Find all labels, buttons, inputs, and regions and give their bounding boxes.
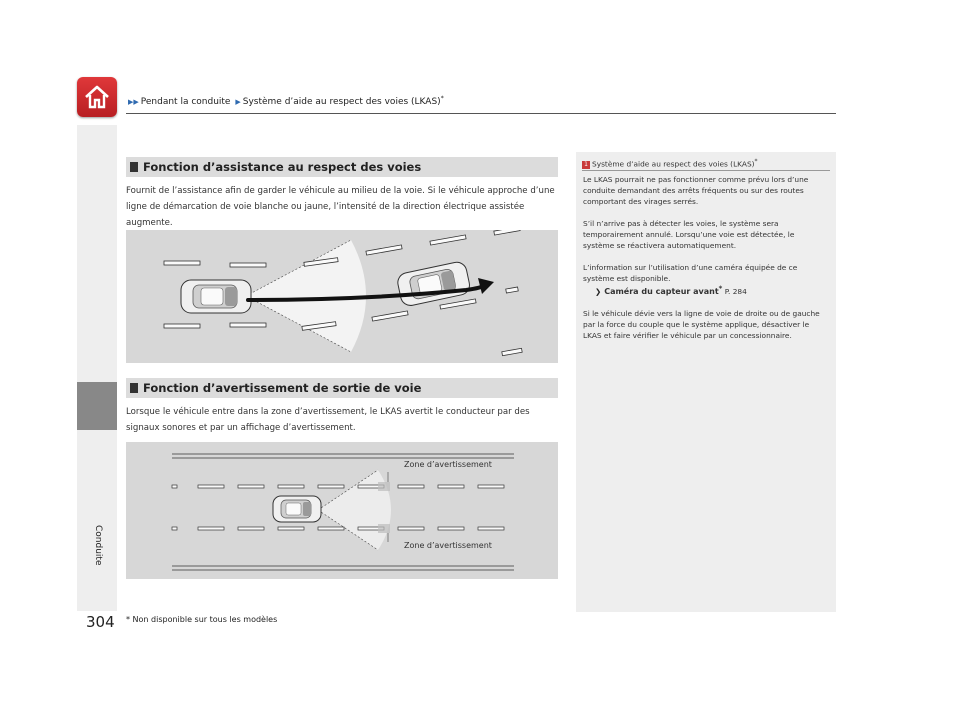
car-1 [181,280,251,313]
note-number-icon: 1 [582,161,590,169]
zone-label-top: Zone d’avertissement [404,460,492,469]
side-tab-marker [77,382,117,430]
home-button[interactable] [77,77,117,117]
section-2-heading [126,378,558,398]
lane-keeping-illustration [126,230,558,363]
note-title [582,158,758,169]
note-title-text: Système d’aide au respect des voies (LKAS) [592,159,755,169]
figure-lane-departure [126,442,558,579]
section-marker-icon [130,162,138,172]
note-title-star: * [754,158,758,165]
note-paragraph-2: S’il n’arrive pas à détecter les voies, le système sera temporairement annulé. Lorsqu’une voie est détectée, le système se réactivera automatiquement. [583,219,795,250]
breadcrumb [126,95,444,107]
note-panel [576,152,836,612]
camera-reference-page: P. 284 [724,287,747,297]
lane-departure-illustration [126,442,558,579]
car-2 [396,260,471,307]
note-paragraph-3 [583,262,827,297]
car-3 [273,496,321,522]
camera-reference-link[interactable] [583,287,747,296]
note-paragraph-1: Le LKAS pourrait ne pas fonctionner comme prévu lors d’une conduite demandant des arrêts fréquents ou sur des routes comportant des virages serrés. [583,175,809,206]
note-paragraph-4: Si le véhicule dévie vers la ligne de voie de droite ou de gauche par la force du couple que le système applique, désactiver le LKAS et faire vérifier le véhicule par un concessionnaire. [583,309,820,341]
note-divider [582,170,830,171]
page-number: 304 [86,613,115,631]
section-1-text: Fournit de l’assistance afin de garder le véhicule au milieu de la voie. Si le véhicule approche d’une ligne de démarcation de voie blanche ou jaune, l’intensité de la direction électrique assistée augmente. [126,186,555,228]
breadcrumb-level-1[interactable]: Pendant la conduite [140,97,231,107]
side-tab-label[interactable]: Conduite [93,525,103,566]
section-2-title: Fonction d’avertissement de sortie de voie [143,381,422,395]
header-divider [126,113,836,114]
section-1-title: Fonction d’assistance au respect des voies [143,160,422,174]
camera-reference-star: * [718,285,723,293]
footnote: * Non disponible sur tous les modèles [126,615,278,624]
note-body [583,174,827,352]
section-1-heading [126,157,558,177]
breadcrumb-level-2[interactable]: Système d’aide au respect des voies (LKAS) [242,97,441,107]
reference-arrow-icon: ❯ [595,287,602,297]
section-marker-icon [130,383,138,393]
section-2-text: Lorsque le véhicule entre dans la zone d’avertissement, le LKAS avertit le conducteur par des signaux sonores et par un affichage d’avertissement. [126,407,530,433]
side-tab [77,125,117,611]
home-icon [83,83,111,111]
note-paragraph-3-text: L’information sur l’utilisation d’une caméra équipée de ce système est disponible. [583,263,798,283]
breadcrumb-arrow-icon: ▶ [235,98,241,106]
camera-reference-label: Caméra du capteur avant [604,287,719,297]
breadcrumb-arrow-icon: ▶▶ [128,98,139,106]
zone-label-bottom: Zone d’avertissement [404,541,492,550]
breadcrumb-star: * [440,95,444,102]
figure-lane-keeping [126,230,558,363]
